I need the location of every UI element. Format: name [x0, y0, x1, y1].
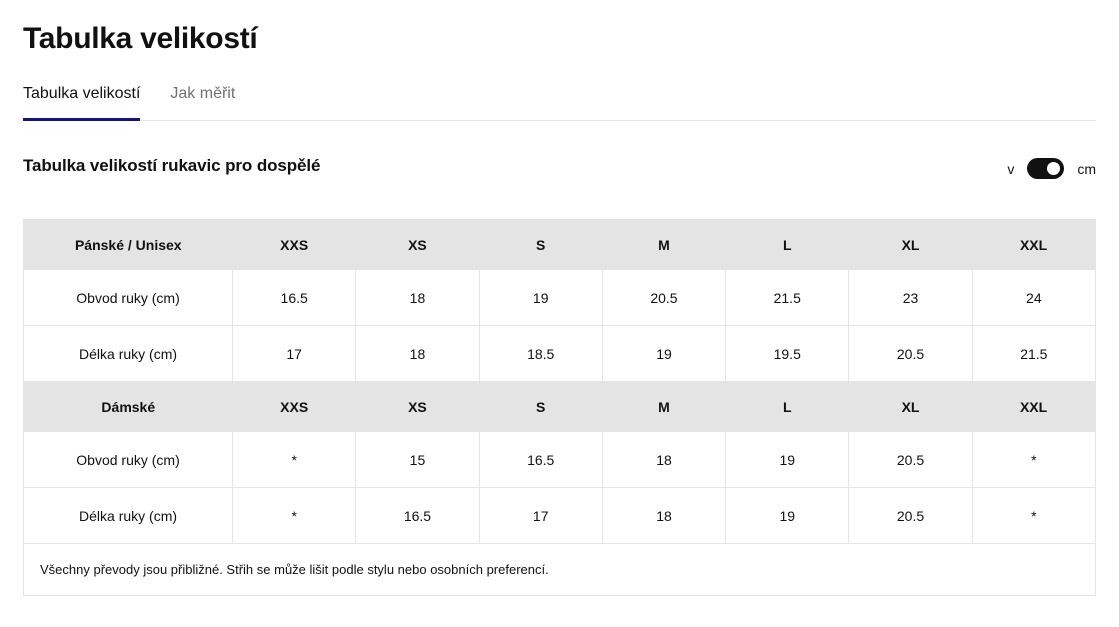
size-col-header: S	[479, 220, 602, 270]
cell-value: 16.5	[479, 432, 602, 488]
size-col-header: L	[726, 382, 849, 432]
size-col-header: M	[602, 382, 725, 432]
toggle-knob-icon	[1047, 162, 1060, 175]
cell-value: 19	[726, 488, 849, 544]
cell-value: 17	[479, 488, 602, 544]
size-col-header: XXS	[233, 382, 356, 432]
size-table	[23, 219, 1096, 596]
cell-value: *	[233, 432, 356, 488]
table-row-mens-hand-circumference	[24, 270, 1096, 326]
cell-value: 18	[356, 270, 479, 326]
table-row-footnote	[24, 544, 1096, 596]
tab-bar	[23, 85, 1096, 121]
page-title: Tabulka velikostí	[23, 22, 258, 55]
cell-value: 23	[849, 270, 972, 326]
size-col-header: M	[602, 220, 725, 270]
cell-value: 16.5	[233, 270, 356, 326]
size-col-header: XS	[356, 382, 479, 432]
size-col-header: XXS	[233, 220, 356, 270]
cell-value: *	[972, 488, 1095, 544]
tab-tabulka-velikosti[interactable]: Tabulka velikostí	[23, 85, 140, 121]
cell-value: 19	[479, 270, 602, 326]
cell-value: 18.5	[479, 326, 602, 382]
unit-label-cm: cm	[1077, 160, 1096, 177]
size-col-header: XS	[356, 220, 479, 270]
size-col-header: XXL	[972, 220, 1095, 270]
size-col-header: XL	[849, 382, 972, 432]
table-footnote: Všechny převody jsou přibližné. Střih se může lišit podle stylu nebo osobních preferencí.	[24, 544, 1096, 596]
table-row-mens-hand-length	[24, 326, 1096, 382]
row-label: Obvod ruky (cm)	[24, 270, 233, 326]
cell-value: 19.5	[726, 326, 849, 382]
size-col-header: XL	[849, 220, 972, 270]
cell-value: 21.5	[972, 326, 1095, 382]
table-row-womens-header	[24, 382, 1096, 432]
table-row-womens-hand-circumference	[24, 432, 1096, 488]
cell-value: 20.5	[849, 432, 972, 488]
size-col-header: XXL	[972, 382, 1095, 432]
row-label: Délka ruky (cm)	[24, 326, 233, 382]
section-heading: Tabulka velikostí rukavic pro dospělé	[23, 155, 321, 175]
table-row-womens-hand-length	[24, 488, 1096, 544]
unit-toggle	[1007, 158, 1096, 179]
cell-value: 21.5	[726, 270, 849, 326]
cell-value: 20.5	[849, 488, 972, 544]
cell-value: 19	[602, 326, 725, 382]
section-bar	[23, 152, 1096, 179]
cell-value: 18	[602, 432, 725, 488]
cell-value: 16.5	[356, 488, 479, 544]
cell-value: *	[972, 432, 1095, 488]
cell-value: 15	[356, 432, 479, 488]
unit-label-inches: v	[1007, 160, 1015, 177]
group-label: Dámské	[24, 382, 233, 432]
cell-value: 24	[972, 270, 1095, 326]
cell-value: 18	[602, 488, 725, 544]
cell-value: 17	[233, 326, 356, 382]
cell-value: 20.5	[849, 326, 972, 382]
cell-value: 19	[726, 432, 849, 488]
cell-value: *	[233, 488, 356, 544]
row-label: Obvod ruky (cm)	[24, 432, 233, 488]
cell-value: 18	[356, 326, 479, 382]
group-label: Pánské / Unisex	[24, 220, 233, 270]
row-label: Délka ruky (cm)	[24, 488, 233, 544]
table-row-mens-header	[24, 220, 1096, 270]
unit-toggle-switch[interactable]	[1027, 158, 1064, 179]
tab-jak-merit[interactable]: Jak měřit	[170, 85, 236, 102]
cell-value: 20.5	[602, 270, 725, 326]
size-col-header: L	[726, 220, 849, 270]
size-col-header: S	[479, 382, 602, 432]
